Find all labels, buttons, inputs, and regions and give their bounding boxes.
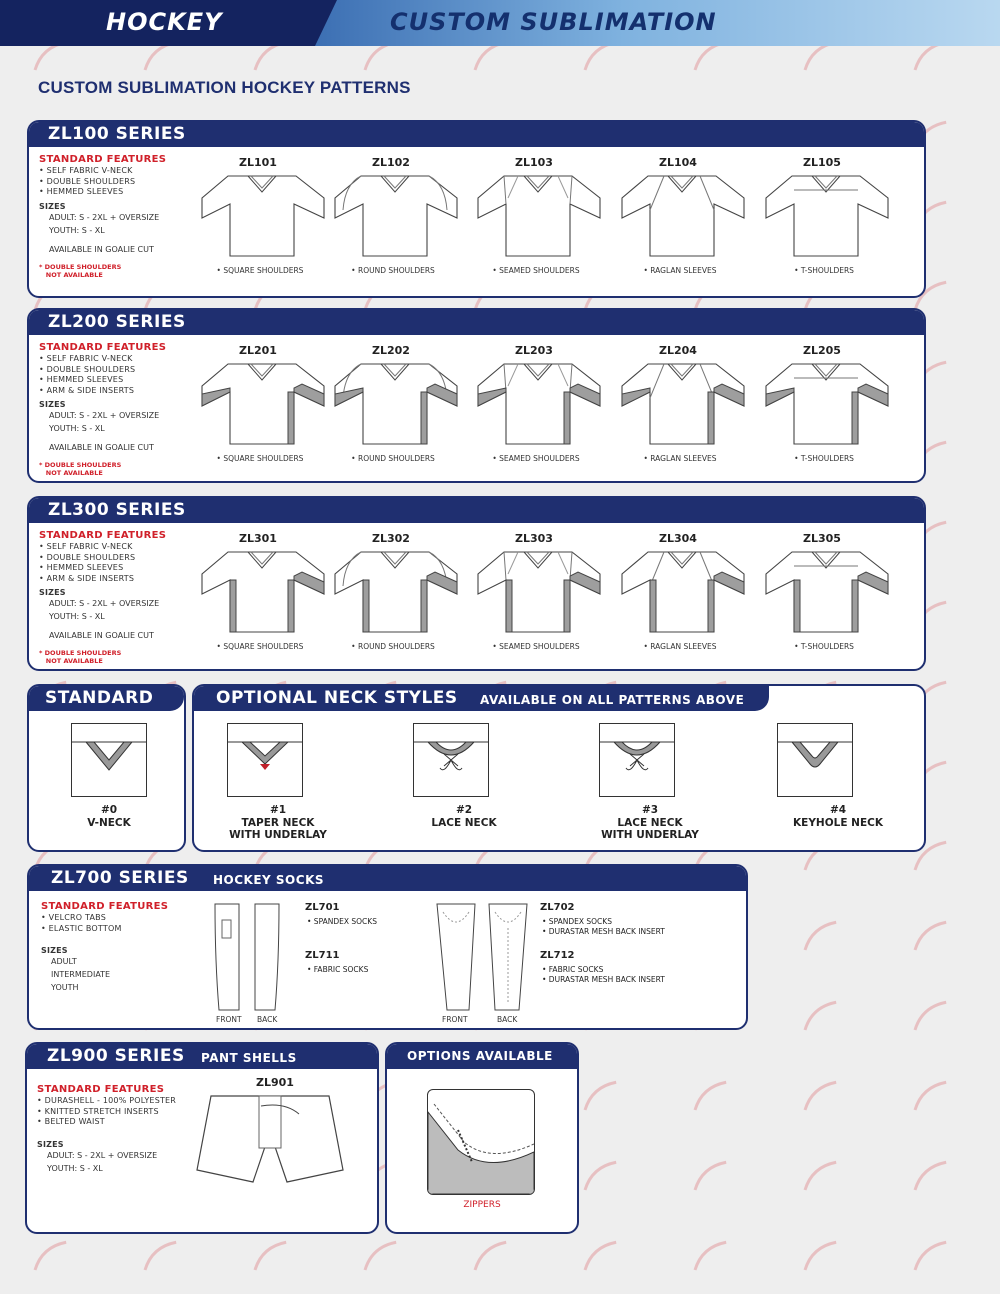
product-code: ZL901: [256, 1076, 294, 1089]
pattern-code: ZL104: [659, 156, 697, 169]
product-code: ZL701: [305, 902, 340, 913]
series-features: [39, 530, 166, 665]
neck-number: #2: [455, 804, 473, 816]
panel-title: ZL200 SERIES: [48, 312, 186, 332]
feature-item: • ELASTIC BOTTOM: [41, 923, 122, 933]
panel-title: OPTIONAL NECK STYLES: [216, 688, 458, 708]
size-item: ADULT: S - 2XL + OVERSIZE: [49, 599, 160, 609]
features-heading: STANDARD FEATURES: [39, 530, 167, 541]
pattern-code: ZL305: [803, 532, 841, 545]
pants-features: [37, 1084, 176, 1175]
size-item: YOUTH: S - XL: [49, 424, 105, 434]
lace-neck-icon: [414, 724, 488, 796]
category-label: HOCKEY: [106, 8, 223, 36]
sizes-heading: SIZES: [41, 946, 68, 956]
front-label: FRONT: [442, 1015, 468, 1024]
jersey-t-diagram: [762, 358, 892, 452]
jersey-square-diagram: [198, 170, 328, 264]
panel-header: [29, 498, 924, 523]
neck-number: #3: [641, 804, 659, 816]
sizes-heading: SIZES: [39, 400, 66, 410]
goalie-cut-note: AVAILABLE IN GOALIE CUT: [49, 443, 154, 453]
shoulder-note: * DOUBLE SHOULDERS NOT AVAILABLE: [39, 262, 122, 279]
pattern-code: ZL202: [372, 344, 410, 357]
front-label: FRONT: [216, 1015, 242, 1024]
series-features: [39, 154, 166, 279]
banner-title: CUSTOM SUBLIMATION: [390, 8, 717, 36]
jersey-seamed-diagram: [474, 170, 604, 264]
size-item: ADULT: S - 2XL + OVERSIZE: [49, 212, 160, 222]
pattern-caption: • T-SHOULDERS: [794, 642, 854, 651]
goalie-cut-note: AVAILABLE IN GOALIE CUT: [49, 631, 154, 641]
optional-neck-panel: [192, 684, 926, 852]
product-desc: • SPANDEX SOCKS: [307, 917, 377, 926]
pattern-code: ZL304: [659, 532, 697, 545]
lace-neck-diagram: [413, 723, 489, 797]
jersey-raglan-diagram: [618, 358, 748, 452]
pattern-code: ZL105: [803, 156, 841, 169]
series-panel-3: [27, 496, 926, 671]
neck-label: LACE NECK: [431, 817, 497, 829]
size-item: ADULT: [51, 957, 77, 967]
pattern-caption: • SEAMED SHOULDERS: [492, 454, 580, 463]
panel-title: OPTIONS AVAILABLE: [407, 1049, 553, 1063]
product-desc: • FABRIC SOCKS: [542, 965, 604, 974]
panel-title: ZL700 SERIES: [51, 868, 189, 888]
features-heading: STANDARD FEATURES: [37, 1084, 165, 1095]
panel-subtitle: PANT SHELLS: [201, 1051, 297, 1065]
features-heading: STANDARD FEATURES: [39, 342, 167, 353]
series-panel-2: [27, 308, 926, 483]
jersey-raglan-diagram: [618, 546, 748, 640]
zipper-icon: [428, 1090, 534, 1194]
shoulder-note: * DOUBLE SHOULDERS NOT AVAILABLE: [39, 649, 122, 666]
pattern-caption: • SEAMED SHOULDERS: [492, 266, 580, 275]
taper-neck-diagram: [227, 723, 303, 797]
feature-item: • DOUBLE SHOULDERS: [39, 176, 136, 186]
pattern-caption: • SEAMED SHOULDERS: [492, 642, 580, 651]
feature-item: • KNITTED STRETCH INSERTS: [37, 1106, 159, 1116]
jersey-raglan-diagram: [618, 170, 748, 264]
neck-label-2: WITH UNDERLAY: [601, 829, 699, 841]
back-label: BACK: [257, 1015, 278, 1024]
product-code: ZL711: [305, 950, 340, 961]
pattern-code: ZL301: [239, 532, 277, 545]
v-neck-diagram: [71, 723, 147, 797]
series-panel-1: [27, 120, 926, 298]
taper-neck-icon: [228, 724, 302, 796]
feature-item: • HEMMED SLEEVES: [39, 563, 124, 573]
feature-item: • DOUBLE SHOULDERS: [39, 364, 136, 374]
product-desc: • FABRIC SOCKS: [307, 965, 369, 974]
jersey-t-diagram: [762, 170, 892, 264]
neck-label: TAPER NECK: [241, 817, 315, 829]
feature-item: • VELCRO TABS: [41, 913, 106, 922]
panel-header: [29, 866, 746, 891]
product-desc: • DURASTAR MESH BACK INSERT: [542, 975, 665, 984]
feature-item: • DURASHELL - 100% POLYESTER: [37, 1096, 177, 1105]
pant-shell-diagram: [195, 1092, 345, 1186]
keyhole-neck-icon: [778, 724, 852, 796]
pattern-code: ZL103: [515, 156, 553, 169]
features-heading: STANDARD FEATURES: [39, 154, 167, 165]
feature-item: • ARM & SIDE INSERTS: [39, 573, 135, 583]
pattern-code: ZL303: [515, 532, 553, 545]
feature-item: • HEMMED SLEEVES: [39, 375, 124, 385]
size-item: YOUTH: [51, 983, 79, 993]
feature-item: • SELF FABRIC V-NECK: [39, 166, 133, 175]
size-item: YOUTH: S - XL: [49, 612, 105, 622]
pattern-caption: • SQUARE SHOULDERS: [216, 642, 304, 651]
top-banner: [0, 0, 1000, 46]
neck-label: KEYHOLE NECK: [793, 817, 883, 829]
sizes-heading: SIZES: [39, 201, 66, 211]
feature-item: • ARM & SIDE INSERTS: [39, 385, 135, 395]
keyhole-neck-diagram: [777, 723, 853, 797]
feature-item: • SELF FABRIC V-NECK: [39, 542, 133, 551]
sock-flat-diagram: [209, 902, 289, 1014]
pattern-caption: • T-SHOULDERS: [794, 266, 854, 275]
features-heading: STANDARD FEATURES: [41, 901, 169, 912]
panel-title: ZL300 SERIES: [48, 500, 186, 520]
feature-item: • DOUBLE SHOULDERS: [39, 552, 136, 562]
pattern-caption: • T-SHOULDERS: [794, 454, 854, 463]
pattern-caption: • RAGLAN SLEEVES: [643, 454, 717, 463]
panel-header: [29, 122, 924, 147]
panel-subtitle: HOCKEY SOCKS: [213, 873, 325, 887]
neck-number: #4: [829, 804, 847, 816]
sizes-heading: SIZES: [37, 1139, 64, 1149]
pattern-caption: • SQUARE SHOULDERS: [216, 454, 304, 463]
standard-neck-label: V-NECK: [87, 817, 131, 829]
product-desc: • DURASTAR MESH BACK INSERT: [542, 927, 665, 936]
product-desc: • SPANDEX SOCKS: [542, 917, 612, 926]
panel-header: [387, 1044, 577, 1069]
size-item: ADULT: S - 2XL + OVERSIZE: [49, 411, 160, 421]
size-item: INTERMEDIATE: [51, 970, 111, 980]
panel-header: [29, 310, 924, 335]
jersey-t-diagram: [762, 546, 892, 640]
goalie-cut-note: AVAILABLE IN GOALIE CUT: [49, 244, 154, 254]
size-item: YOUTH: S - XL: [49, 225, 105, 235]
pattern-caption: • ROUND SHOULDERS: [351, 642, 435, 651]
panel-subtitle: AVAILABLE ON ALL PATTERNS ABOVE: [480, 693, 745, 707]
jersey-seamed-diagram: [474, 546, 604, 640]
panel-header: [29, 686, 184, 711]
size-item: ADULT: S - 2XL + OVERSIZE: [47, 1150, 158, 1160]
panel-header: [27, 1044, 377, 1069]
pattern-code: ZL102: [372, 156, 410, 169]
pattern-caption: • RAGLAN SLEEVES: [643, 642, 717, 651]
product-code: ZL712: [540, 950, 575, 961]
sizes-heading: SIZES: [39, 588, 66, 598]
lace-neck-underlay-icon: [600, 724, 674, 796]
socks-features: [41, 901, 168, 994]
panel-title: STANDARD: [45, 688, 154, 708]
standard-neck-panel: [27, 684, 186, 852]
jersey-square-diagram: [198, 358, 328, 452]
neck-label-2: WITH UNDERLAY: [229, 829, 327, 841]
pattern-code: ZL203: [515, 344, 553, 357]
feature-item: • SELF FABRIC V-NECK: [39, 354, 133, 363]
zipper-diagram: [427, 1089, 535, 1195]
neck-label: LACE NECK: [617, 817, 683, 829]
pattern-code: ZL302: [372, 532, 410, 545]
standard-neck-number: #0: [100, 804, 118, 816]
panel-title: ZL100 SERIES: [48, 124, 186, 144]
jersey-seamed-diagram: [474, 358, 604, 452]
pattern-code: ZL201: [239, 344, 277, 357]
v-neck-icon: [72, 724, 146, 796]
sock-mesh-diagram: [433, 902, 533, 1014]
jersey-round-diagram: [331, 170, 461, 264]
pants-panel: [25, 1042, 379, 1234]
options-panel: [385, 1042, 579, 1234]
shoulder-note: * DOUBLE SHOULDERS NOT AVAILABLE: [39, 461, 122, 478]
page-title: CUSTOM SUBLIMATION HOCKEY PATTERNS: [38, 78, 411, 97]
jersey-round-diagram: [331, 358, 461, 452]
pattern-caption: • SQUARE SHOULDERS: [216, 266, 304, 275]
neck-number: #1: [269, 804, 287, 816]
pattern-caption: • ROUND SHOULDERS: [351, 266, 435, 275]
pattern-caption: • RAGLAN SLEEVES: [643, 266, 717, 275]
pattern-code: ZL205: [803, 344, 841, 357]
pattern-code: ZL204: [659, 344, 697, 357]
series-features: [39, 342, 166, 477]
socks-panel: [27, 864, 748, 1030]
jersey-round-diagram: [331, 546, 461, 640]
product-code: ZL702: [540, 902, 575, 913]
pattern-code: ZL101: [239, 156, 277, 169]
feature-item: • HEMMED SLEEVES: [39, 187, 124, 197]
pattern-caption: • ROUND SHOULDERS: [351, 454, 435, 463]
size-item: YOUTH: S - XL: [47, 1163, 103, 1173]
option-label: ZIPPERS: [463, 1200, 501, 1210]
back-label: BACK: [497, 1015, 518, 1024]
lace-neck-underlay-diagram: [599, 723, 675, 797]
feature-item: • BELTED WAIST: [37, 1117, 105, 1127]
panel-title: ZL900 SERIES: [47, 1046, 185, 1066]
panel-header: [194, 686, 769, 711]
jersey-square-diagram: [198, 546, 328, 640]
